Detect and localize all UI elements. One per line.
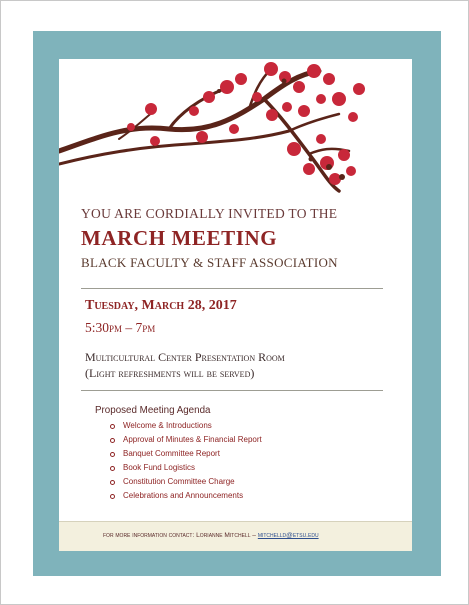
- meeting-title: MARCH MEETING: [81, 226, 278, 250]
- meeting-time: 5:30pm – 7pm: [85, 320, 156, 335]
- meeting-location: Multicultural Center Presentation Room: [85, 350, 285, 364]
- flyer-card: [59, 59, 412, 550]
- agenda-item: Banquet Committee Report: [109, 447, 262, 461]
- divider-top: [81, 288, 383, 289]
- agenda-item: Book Fund Logistics: [109, 461, 262, 475]
- agenda-item: Constitution Committee Charge: [109, 475, 262, 489]
- contact-footer: [59, 521, 412, 551]
- refreshments-note: (Light refreshments will be served): [85, 366, 255, 380]
- bullet-icon: [110, 480, 115, 485]
- contact-email-link[interactable]: mitchelld@etsu.edu: [257, 532, 319, 539]
- bullet-icon: [110, 466, 115, 471]
- contact-text: [103, 532, 319, 539]
- divider-bottom: [81, 390, 383, 391]
- agenda-item: Welcome & Introductions: [109, 419, 262, 433]
- agenda-item: Celebrations and Announcements: [109, 489, 262, 503]
- bullet-icon: [110, 424, 115, 429]
- bullet-icon: [110, 438, 115, 443]
- agenda-list: [109, 419, 262, 503]
- bullet-icon: [110, 452, 115, 457]
- bullet-icon: [110, 494, 115, 499]
- invitation-line: YOU ARE CORDIALLY INVITED TO THE: [81, 206, 338, 221]
- meeting-date: Tuesday, March 28, 2017: [85, 298, 237, 313]
- agenda-item: Approval of Minutes & Financial Report: [109, 433, 262, 447]
- cherry-blossom-branch-illustration: [59, 59, 412, 199]
- organization-name: BLACK FACULTY & STAFF ASSOCIATION: [81, 255, 338, 270]
- contact-label: for more information contact: Lorianne Mitchell –: [103, 532, 256, 539]
- agenda-heading: Proposed Meeting Agenda: [95, 405, 211, 416]
